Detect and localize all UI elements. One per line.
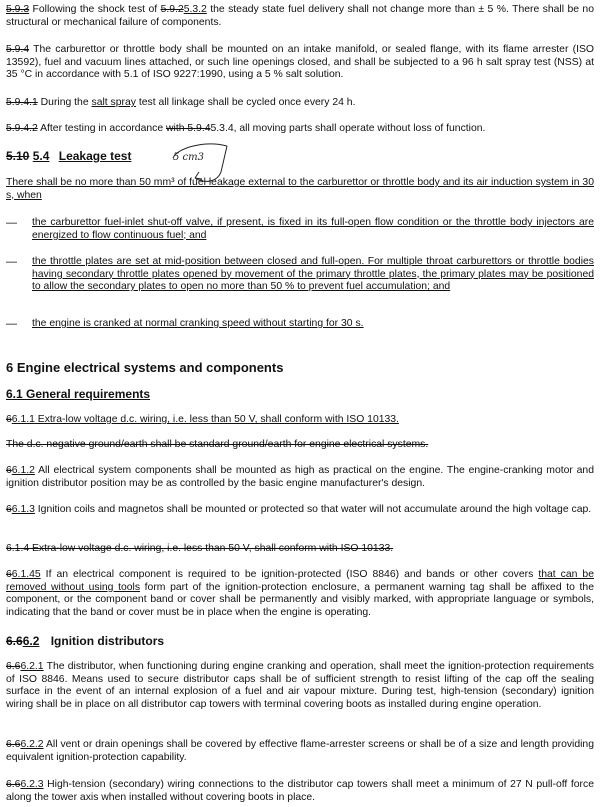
- bullet-text: the throttle plates are set at mid-position between closed and full-open. For multiple throat carburettors or throttle bodies having secondary throttle plates opened by movement of the primary throttle plates, the primary plates may be positioned to allow the secondary plates to open no more than 50 % to prevent fuel accumulation; and: [32, 256, 594, 293]
- section-6-title: 6 Engine electrical systems and components: [6, 360, 284, 375]
- bullet-dash: —: [6, 217, 17, 229]
- deleted-number: 5.9.4.1: [6, 97, 38, 108]
- paragraph-6-2-1: [6, 661, 594, 711]
- inserted-text: that can be removed without using tools: [6, 569, 594, 593]
- deleted-number: 6.6: [6, 779, 21, 790]
- clause-number: 6.1.1: [11, 414, 35, 425]
- paragraph-6-1-3: [6, 504, 594, 517]
- clause-number: 6.2.1: [20, 661, 44, 672]
- deleted-number: 5.9.3: [6, 4, 30, 15]
- bullet-item: [32, 318, 594, 331]
- deleted-reference: 5.9.2: [160, 4, 184, 15]
- deleted-number: 6: [6, 465, 12, 476]
- paragraph-5-3-4-2: [6, 123, 594, 136]
- deleted-paragraph: [6, 543, 594, 556]
- deleted-number: 6.6: [6, 634, 23, 648]
- bullet-text: the engine is cranked at normal cranking speed without starting for 30 s.: [32, 318, 364, 329]
- paragraph-text: 5.3.4, all moving parts shall operate without loss of function.: [210, 123, 486, 134]
- deleted-text: 6.1.4 Extra-low voltage d.c. wiring, i.e. less than 50 V, shall conform with ISO 10133.: [6, 543, 394, 554]
- paragraph-5-3-4-1: [6, 97, 594, 110]
- paragraph-6-1-2: [6, 465, 594, 490]
- heading-number: 5.4: [32, 149, 50, 163]
- deleted-text: with 5.9.4: [166, 123, 211, 134]
- clause-number: 6.2.3: [20, 779, 44, 790]
- deleted-number: 6: [6, 569, 12, 580]
- handwriting-text: 5 cm3: [173, 152, 204, 163]
- clause-number: 6.2.2: [20, 739, 44, 750]
- paragraph-6-1-1: [6, 414, 594, 427]
- clause-number: 6.1.45: [11, 569, 41, 580]
- paragraph-6-2-2: [6, 739, 594, 764]
- clause-number: [6, 4, 29, 15]
- heading-title: 6.1 General requirements: [6, 387, 151, 401]
- bullet-item: [32, 256, 594, 294]
- paragraph-text: The distributor, when functioning during engine cranking and operation, shall meet the ignition-protection requirements of ISO 8846. Means used to secure distributor caps shall be of sufficient strength to resist lifting of the cap off the sealing surface in the event of an internal explosion of a fuel and air vapour mixture. During test, high-tension (secondary) ignition wiring shall be in place on all distributor cap towers with terminal covering boots as installed during engine operation.: [6, 661, 594, 710]
- deleted-number: 6: [6, 504, 12, 515]
- deleted-number: 6: [6, 414, 12, 425]
- bullet-dash: —: [6, 256, 17, 268]
- paragraph-6-1-5: [6, 569, 594, 619]
- paragraph-5-3-3: [6, 4, 594, 29]
- paragraph-text: If an electrical component is required to be ignition-protected (ISO 8846) and bands or other covers: [40, 569, 539, 580]
- deleted-number: 5.10: [6, 149, 30, 163]
- paragraph-text: The carburettor or throttle body shall be mounted on an intake manifold, or sealed flange, with its flame arrester (ISO 13592), fuel and vacuum lines attached, or such line openings closed, and shall be subjected to a 96 h salt spray test (NSS) at 35 °C in accordance with 5.1 of ISO 9227:1990, using a 5 % salt solution.: [6, 44, 594, 81]
- deleted-number: 6.6: [6, 661, 21, 672]
- paragraph-text: Extra-low voltage d.c. wiring, i.e. less than 50 V, shall conform with ISO 10133.: [34, 414, 399, 425]
- deleted-text: The d.c. negative ground/earth shall be standard ground/earth for engine electrical systems.: [6, 439, 429, 450]
- clause-number: 6.1.3: [11, 504, 35, 515]
- paragraph-text: form part of the ignition-protection enclosure, a permanent warning tag shall be affixed to the component, or the component band or cover shall be permanently and visibly marked, with appropriate language or symbols, indicating that the band or cover must be in place when the engine is operating.: [6, 581, 594, 618]
- paragraph-text: There shall be no more than 50 mm³ of fuel leakage external to the carburettor or throttle body and its air induction system in 30 s, when: [6, 177, 594, 201]
- paragraph-text: During the: [37, 97, 92, 108]
- leakage-test-heading: [6, 149, 131, 163]
- heading-title: Leakage test: [58, 149, 132, 163]
- deleted-number: 5.9.4: [6, 44, 30, 55]
- section-6-1-heading: [6, 387, 150, 401]
- deleted-number: 5.9.4.2: [6, 123, 38, 134]
- paragraph-5-3-4: [6, 44, 594, 82]
- heading-title: Ignition distributors: [50, 634, 165, 648]
- bullet-item: [32, 217, 594, 242]
- inserted-text: salt spray: [91, 97, 136, 108]
- paragraph-text: High-tension (secondary) wiring connections to the distributor cap towers shall meet a minimum of 27 N pull-off force along the tower axis when installed without covering boots in place.: [6, 779, 594, 803]
- paragraph-text: the steady state fuel delivery shall not change more than ± 5 %. There shall be no structural or mechanical failure of components.: [6, 4, 594, 28]
- paragraph-text: Ignition coils and magnetos shall be mounted or protected so that water will not accumulate around the high voltage cap.: [34, 504, 592, 515]
- deleted-number: 6.6: [6, 739, 21, 750]
- leakage-intro: [6, 177, 594, 202]
- clause-number: 6.1.2: [11, 465, 35, 476]
- bullet-dash: —: [6, 318, 17, 330]
- paragraph-text: Following the shock test of: [29, 4, 161, 15]
- paragraph-text: test all linkage shall be cycled once every 24 h.: [135, 97, 356, 108]
- bullet-text: the carburettor fuel-inlet shut-off valve, if present, is fixed in its full-open flow condition or the throttle body injectors are energized to flow continuous fuel; and: [32, 217, 594, 241]
- section-6-2-heading: [6, 634, 164, 648]
- deleted-paragraph: [6, 439, 594, 452]
- inserted-reference: 5.3.2: [183, 4, 207, 15]
- heading-number: 6.2: [22, 634, 40, 648]
- paragraph-6-2-3: [6, 779, 594, 804]
- paragraph-text: All vent or drain openings shall be covered by effective flame-arrester screens or shall be of a size and length providing equivalent ignition-protection capability.: [6, 739, 594, 763]
- paragraph-text: After testing in accordance: [37, 123, 167, 134]
- paragraph-text: All electrical system components shall be mounted as high as practical on the engine. The engine-cranking motor and ignition distributor position may be as controlled by the basic engine manufacturer's design.: [6, 465, 594, 489]
